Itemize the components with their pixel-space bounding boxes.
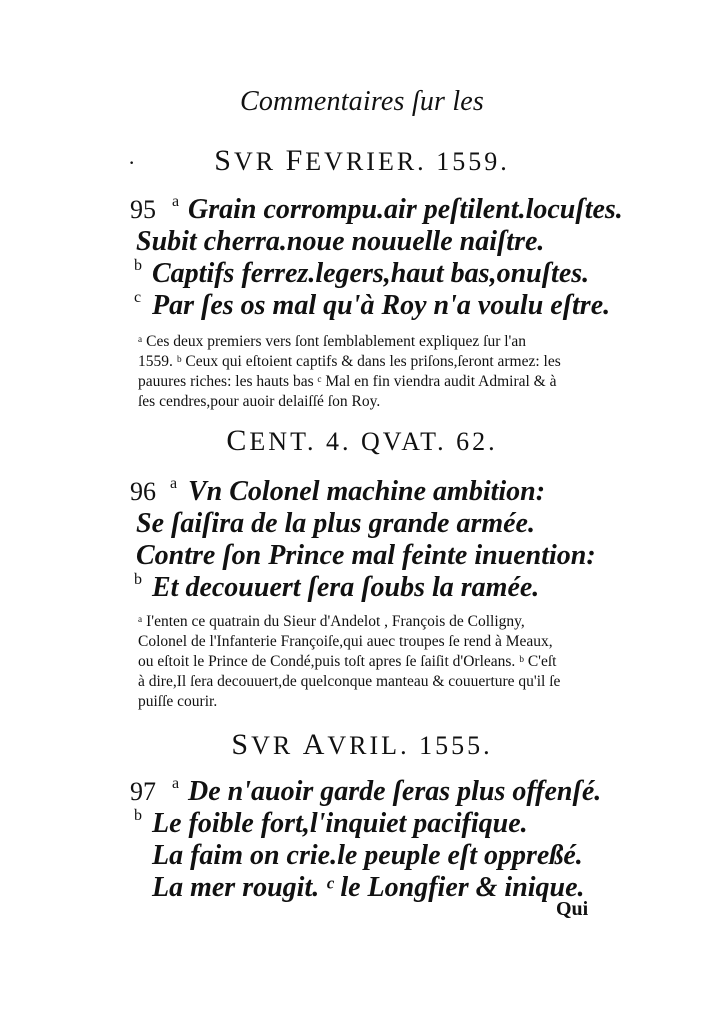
verse-line: 97 a De n'auoir garde ſeras plus offenſé. [130, 776, 690, 808]
verse-line: Subit cherra.noue nouuelle naiſtre. [136, 226, 545, 257]
verse-number: 96 [130, 477, 156, 506]
quatrain-96 [130, 476, 690, 604]
note-line: pauures riches: les hauts bas ᶜ Mal en fin viendra audit Admiral & à [138, 373, 557, 390]
verse-line: 95 a Grain corrompu.air peſtilent.locuſtes. [130, 194, 690, 226]
verse-line: b Et decouuert ſera ſoubs la ramée. [130, 572, 690, 604]
footnote-mark: b [134, 257, 142, 274]
verse-line: La faim on crie.le peuple eſt oppreßé. [152, 840, 583, 871]
verse-line: 96 a Vn Colonel machine ambition: [130, 476, 690, 508]
quatrain-97 [130, 776, 690, 904]
verse-line: b Captifs ferrez.legers,haut bas,onuſtes. [130, 258, 690, 290]
section-heading-sur-avril: SVR AVRIL. 1555. [231, 728, 493, 761]
note-line: puiſſe courir. [138, 693, 218, 710]
section-heading-cent-4-quat-62: CENT. 4. QVAT. 62. [226, 424, 498, 457]
verse-line: c Par ſes os mal qu'à Roy n'a voulu eſtre. [130, 290, 690, 322]
catchword: Qui [556, 898, 589, 920]
note-line: 1559. ᵇ Ceux qui eſtoient captifs & dans les priſons,ſeront armez: les [138, 353, 561, 370]
footnote-mark: b [134, 571, 142, 588]
verse-line: Contre ſon Prince mal feinte inuention: [136, 540, 596, 571]
note-line: ou eſtoit le Prince de Condé,puis toſt apres ſe ſaiſit d'Orleans. ᵇ C'eſt [138, 653, 557, 670]
note-line: Colonel de l'Infanterie Françoiſe,qui auec troupes ſe rend à Meaux, [138, 633, 553, 650]
footnote-mark: a [172, 193, 180, 210]
footnote-mark: a [172, 775, 180, 792]
verse-line: La mer rougit. ᶜ le Longfier & inique. [152, 872, 585, 903]
note-line: ᵃ I'enten ce quatrain du Sieur d'Andelot , François de Colligny, [138, 613, 525, 630]
commentary-96 [138, 612, 598, 712]
verse-number: 95 [130, 195, 156, 224]
running-head: Commentaires ſur les [239, 86, 485, 117]
verse-line: Se ſaiſira de la plus grande armée. [136, 508, 535, 539]
commentary-95 [138, 332, 598, 412]
heading-year: 1559. [436, 147, 510, 176]
note-line: ſes cendres,pour auoir delaiſſé ſon Roy. [138, 393, 381, 410]
verse-line: b Le foible fort,l'inquiet pacifique. [130, 808, 690, 840]
footnote-mark: a [170, 475, 178, 492]
quatrain-95 [130, 194, 690, 322]
heading-bullet: · [128, 150, 139, 175]
footnote-mark: c [134, 289, 142, 306]
footnote-mark: b [134, 807, 142, 824]
verse-number: 97 [130, 777, 156, 806]
section-heading-sur-fevrier: · SVR FEVRIER. 1559. [128, 144, 510, 177]
note-line: à dire,Il ſera decouuert,de quelconque manteau & couuerture qu'il ſe [138, 673, 561, 690]
note-line: ᵃ Ces deux premiers vers ſont ſemblablement expliquez ſur l'an [138, 333, 526, 350]
heading-year: 1555. [419, 731, 493, 760]
